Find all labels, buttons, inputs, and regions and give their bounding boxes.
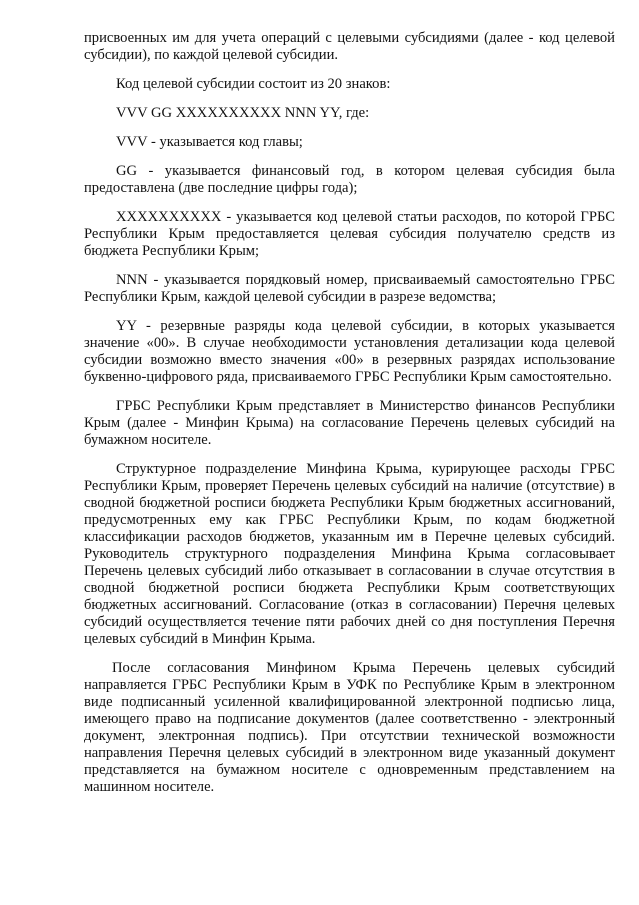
paragraph-electronic-submission: После согласования Минфином Крыма Перечень целевых субсидий направляется ГРБС Республики Крым в УФК по Республике Крым в электронном виде подписанный усиленной квалифицированной электронной подписью лица, имеющего право на подписание документов (далее соответственно - электронный документ, электронная подпись). При отсутствии технической возможности направления Перечня целевых субсидий в электронном виде указанный документ представляется на бумажном носителе с одновременным представлением на машинном носителе. bbox=[84, 660, 615, 795]
document-body bbox=[84, 30, 615, 808]
paragraph-gg: GG - указывается финансовый год, в котором целевая субсидия была предоставлена (две последние цифры года); bbox=[84, 163, 615, 196]
paragraph-continuation: присвоенных им для учета операций с целевыми субсидиями (далее - код целевой субсидии), по каждой целевой субсидии. bbox=[84, 30, 615, 63]
paragraph-code-length: Код целевой субсидии состоит из 20 знаков: bbox=[116, 76, 391, 92]
paragraph-vvv: VVV - указывается код главы; bbox=[116, 134, 303, 150]
paragraph-submission: ГРБС Республики Крым представляет в Министерство финансов Республики Крым (далее - Минфин Крыма) на согласование Перечень целевых субсидий на бумажном носителе. bbox=[84, 398, 615, 448]
paragraph-yy: YY - резервные разряды кода целевой субсидии, в которых указывается значение «00». В случае необходимости установления детализации кода целевой субсидии возможно вместо значения «00» в резервных разрядах использование буквенно-цифрового ряда, присваиваемого ГРБС Республики Крым самостоятельно. bbox=[84, 318, 615, 385]
paragraph-xxx: XXXXXXXXXX - указывается код целевой статьи расходов, по которой ГРБС Республики Крым предоставляется целевая субсидия получателю средств из бюджета Республики Крым; bbox=[84, 209, 615, 259]
paragraph-code-format: VVV GG XXXXXXXXXX NNN YY, где: bbox=[116, 105, 370, 121]
paragraph-review: Структурное подразделение Минфина Крыма, курирующее расходы ГРБС Республики Крым, проверяет Перечень целевых субсидий на наличие (отсутствие) в сводной бюджетной росписи бюджета Республики Крым бюджетных ассигнований, предусмотренных ему как ГРБС Республики Крым, по кодам бюджетной классификации расходов бюджетов, указанным им в Перечне целевых субсидий. Руководитель структурного подразделения Минфина Крыма согласовывает Перечень целевых субсидий либо отказывает в согласовании в случае отсутствия в сводной бюджетной росписи бюджета Республики Крым соответствующих бюджетных ассигнований. Согласование (отказ в согласовании) Перечня целевых субсидий осуществляется течение пяти рабочих дней со дня поступления Перечня целевых субсидий в Минфин Крыма. bbox=[84, 461, 615, 647]
paragraph-nnn: NNN - указывается порядковый номер, присваиваемый самостоятельно ГРБС Республики Крым, каждой целевой субсидии в разрезе ведомства; bbox=[84, 272, 615, 305]
